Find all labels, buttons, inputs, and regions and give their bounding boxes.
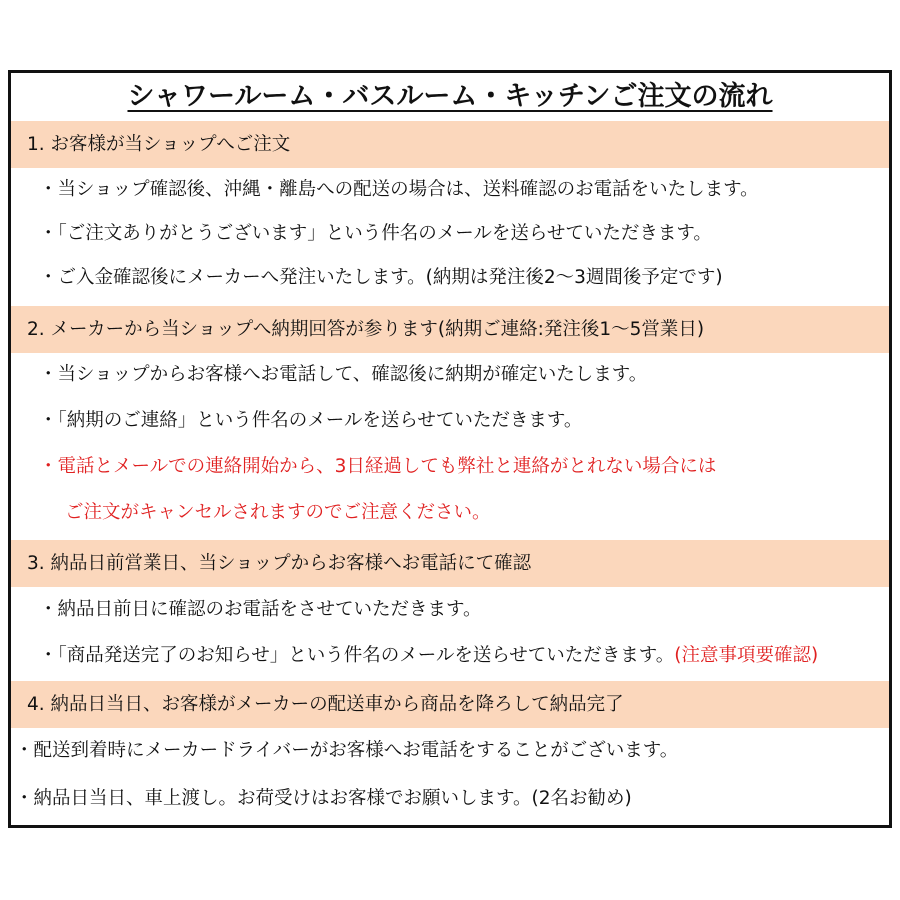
step-1-line-1: ・当ショップ確認後、沖縄・離島への配送の場合は、送料確認のお電話をいたします。	[39, 179, 759, 200]
step-2-heading: 2. メーカーから当ショップへ納期回答が参ります(納期ご連絡:発注後1〜5営業日)	[11, 306, 889, 353]
page-title-text: シャワールーム・バスルーム・キッチンご注文の流れ	[127, 81, 773, 112]
step-4-heading: 4. 納品日当日、お客様がメーカーの配送車から商品を降ろして納品完了	[11, 681, 889, 728]
step-3-line-1: ・納品日前日に確認のお電話をさせていただきます。	[39, 599, 482, 620]
step-3-line-2-text: ・「商品発送完了のお知らせ」という件名のメールを送らせていただきます。	[39, 645, 675, 666]
step-3-heading: 3. 納品日前営業日、当ショップからお客様へお電話にて確認	[11, 540, 889, 587]
step-3-line-2	[11, 634, 889, 678]
step-2-warning-1: ・電話とメールでの連絡開始から、3日経過しても弊社と連絡がとれない場合には	[39, 456, 717, 477]
step-1-heading: 1. お客様が当ショップへご注文	[11, 121, 889, 168]
step-2-line-2: ・「納期のご連絡」という件名のメールを送らせていただきます。	[39, 410, 583, 431]
step-4-line-1: ・配送到着時にメーカードライバーがお客様へお電話をすることがございます。	[15, 740, 679, 761]
step-3-caution-note: (注意事項要確認)	[674, 645, 819, 666]
step-2-line-1: ・当ショップからお客様へお電話して、確認後に納期が確定いたします。	[39, 364, 648, 385]
step-1-line-2: ・「ご注文ありがとうございます」という件名のメールを送らせていただきます。	[39, 223, 712, 244]
step-4-line-2: ・納品日当日、車上渡し。お荷受けはお客様でお願いします。(2名お勧め)	[15, 788, 632, 809]
step-1-line-3: ・ご入金確認後にメーカーへ発注いたします。(納期は発注後2〜3週間後予定です)	[39, 267, 723, 288]
step-2-warning-2: ご注文がキャンセルされますのでご注意ください。	[65, 502, 491, 523]
page-title	[11, 73, 889, 121]
order-flow-panel	[8, 70, 892, 828]
